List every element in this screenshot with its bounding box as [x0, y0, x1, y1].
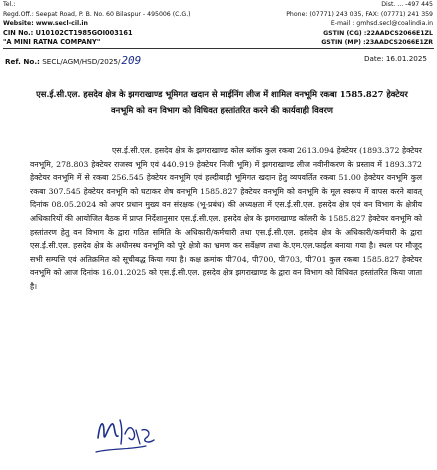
website-line: Website: www.secl-cil.in — [3, 20, 88, 28]
letterhead-divider — [3, 48, 434, 49]
ref-label: Ref. No.: — [5, 57, 40, 66]
email-address: gmhsd.secl@coalindia.in — [356, 20, 433, 28]
reference-line — [5, 54, 431, 67]
letterhead-address-line: Dist. ... -497 445 — [381, 1, 433, 8]
cin-number: CIN No.: U10102CT1985GOI003161 — [3, 28, 133, 37]
regd-office-address: Regd.Off.: Seepat Road, P. B. No. 60 Bilaspur - 495006 (C.G.) — [3, 10, 191, 18]
ref-number: SECL/AGM/HSD/2025/ — [42, 57, 121, 66]
letterhead-right — [223, 0, 433, 48]
subject-heading: एस.ई.सी.एल. हसदेव क्षेत्र के झगराखाण्ड भूमिगत खदान से माईनिंग लीज में शामिल वनभूमि रकबा 1585.827 हेक्टेयर वनभूमि को वन विभाग को विधिवत हस्तांतरित करने की कार्यवाही विवरण — [36, 89, 408, 115]
email-line — [223, 19, 433, 29]
email-label: E-mail : — [330, 20, 355, 28]
letterhead-left — [3, 0, 213, 48]
letterhead-tel: Tel.: — [3, 1, 16, 8]
handwritten-ref-number: 209 — [121, 54, 142, 67]
phone-fax-line: Phone: (07771) 243 035, FAX: (07771) 241 359 — [286, 10, 433, 18]
company-tagline: "A MINI RATNA COMPANY" — [3, 38, 101, 47]
gstin-mp: GSTIN (MP) :23AADCS2066E1ZR — [321, 39, 433, 47]
body-paragraph: एस.ई.सी.एल. हसदेव क्षेत्र के झगराखाण्ड कोल ब्लॉक कुल रकबा 2613.094 हेक्टेयर (1893.372 हेक्टेयर वनभूमि, 278.803 हेक्टेयर राजस्व भूमि एवं 440.919 हेक्टेयर निजी भूमि) में झगराखाण्ड लीज नवीनीकरण के प्रस्ताव में 1893.372 हेक्टेयर वनभूमि में से रकबा 256.545 हेक्टेयर वनभूमि एवं हल्दीबाड़ी भूमिगत खदान हेतु व्यपवर्तित रकबा 51.00 हेक्टेयर वनभूमि कुल रकबा 307.545 हेक्टेयर वनभूमि को घटाकर शेष वनभूमि 1585.827 हेक्टेयर वनभूमि को वनभूमि के मूल स्वरूप में वापस करने बावत् दिनांक 08.05.2024 को अपर प्रधान मुख्य वन संरक्षक (भू-प्रबंध) की अध्यक्षता में एस.ई.सी.एल. हसदेव क्षेत्र एवं वन विभाग के क्षेत्रीय अधिकारियों की आयोजित बैठक में प्राप्त निर्देशानुसार एस.ई.सी.एल. हसदेव क्षेत्र के झगराखाण्ड कॉलरी के 1585.827 हेक्टेयर वनभूमि को हस्तांतरण हेतु वन विभाग के द्वारा गठित समिति के अधिकारी/कर्मचारी तथा एस.ई.सी.एल. हसदेव क्षेत्र के अधिकारी/कर्मचारी के द्वारा एस.ई.सी.एल. हसदेव क्षेत्र के अधीनस्थ वनभूमि को पूरे क्षेत्रो का भ्रमण कर सर्वेक्षण तथा के.एम.एल.फाईल बनाया गया है। स्थल पर मौजूद सभी सम्पत्ति एवं अतिक्रमित को सूचीबद्ध किया गया है। कक्ष क्रमांक पी704, पी700, पी703, पी701 कुल रकबा 1585.827 हेक्टेयर वनभूमि को आज दिनांक 16.01.2025 को एस.ई.सी.एल. हसदेव क्षेत्र झगराखाण्ड के द्वारा वन विभाग को विधिवत हस्तांतरित किया जाता है। — [30, 146, 422, 291]
letter-date: Date: 16.01.2025 — [363, 54, 427, 63]
handwritten-signature — [92, 404, 162, 464]
gstin-cg: GSTIN (CG) :22AADCS2066E1ZL — [323, 29, 433, 37]
